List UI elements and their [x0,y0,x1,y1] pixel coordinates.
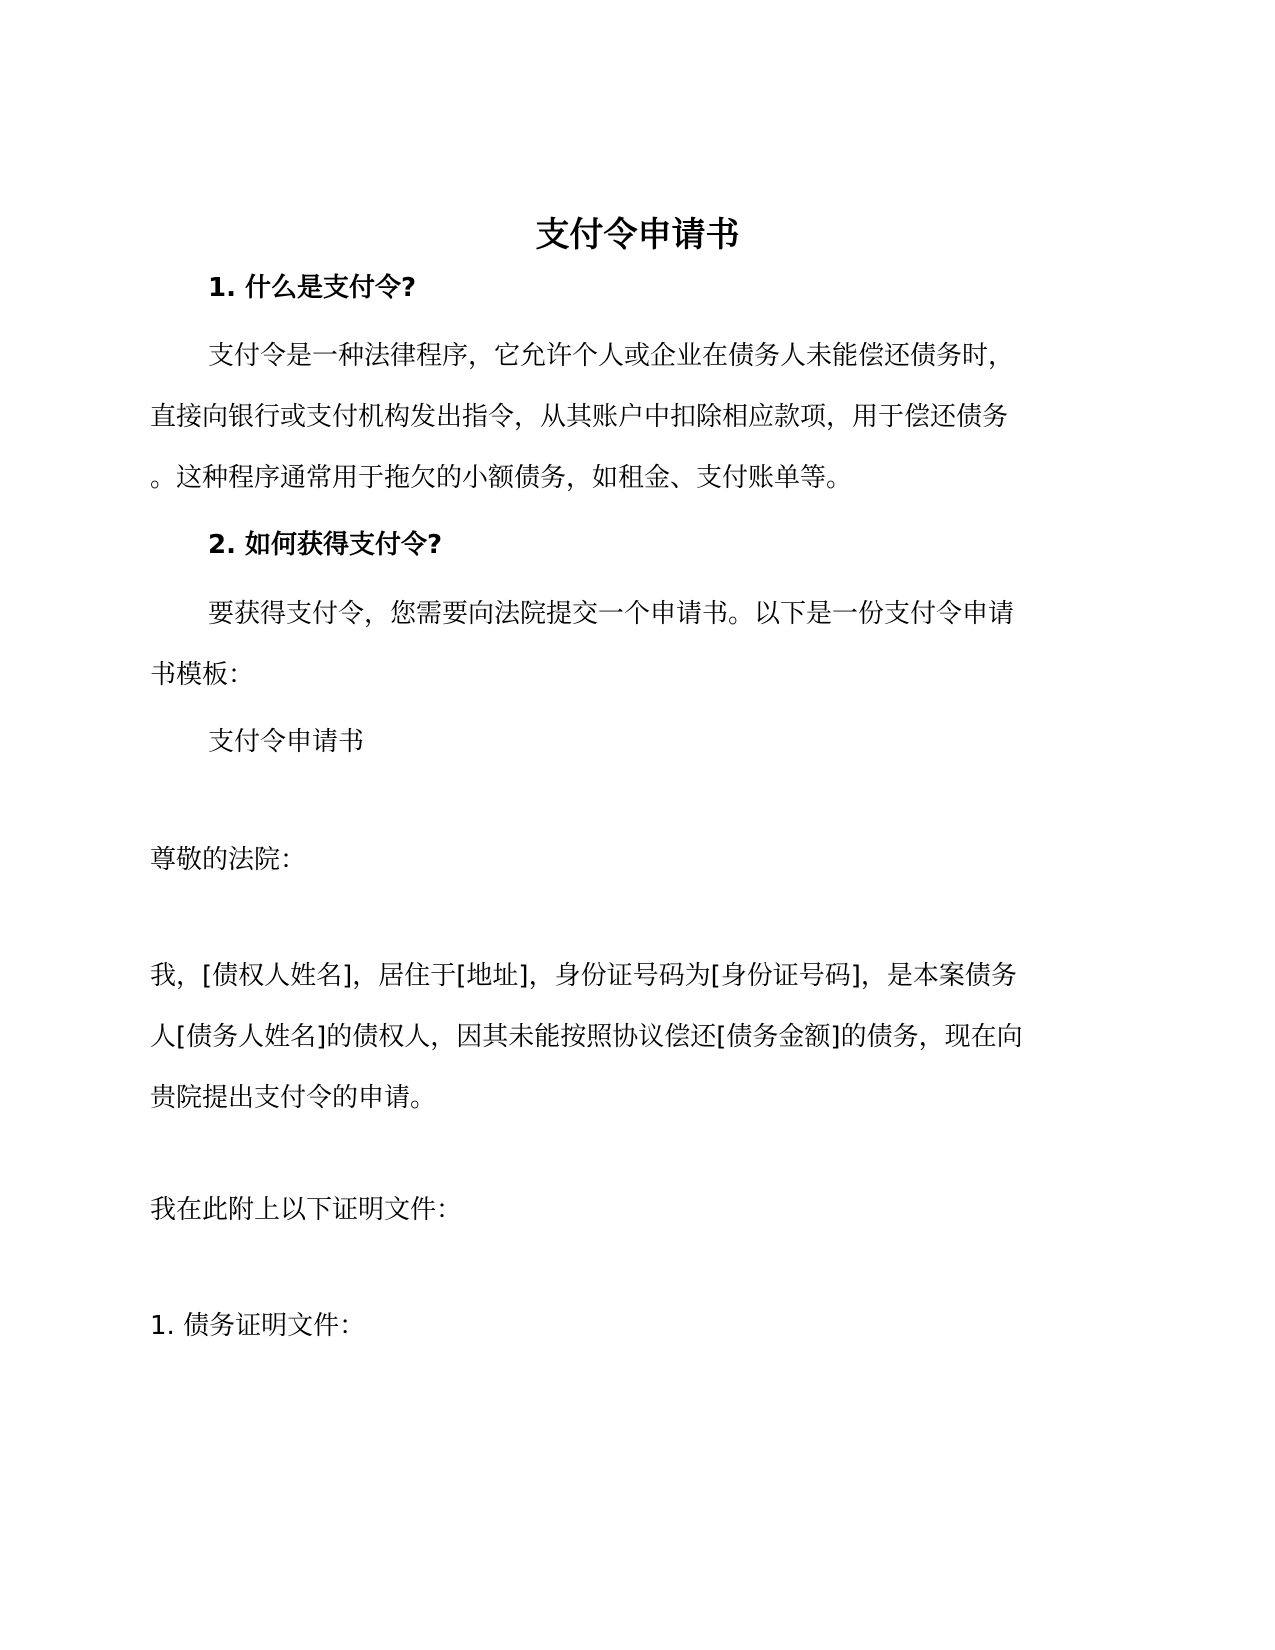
section-1-paragraph [150,326,1130,509]
section-2-line-2: 书模板： [150,660,255,690]
section-1-line-1: 支付令是一种法律程序，它允许个人或企业在债务人未能偿还债务时， [208,341,1015,371]
attachment-item-1: 1. 债务证明文件： [150,1311,366,1341]
section-1-heading: 1. 什么是支付令? [208,273,417,303]
template-body [150,946,1130,1129]
template-body-line-1: 我，[债权人姓名]，居住于[地址]，身份证号码为[身份证号码]，是本案债务 [150,961,1017,991]
document-title: 支付令申请书 [535,215,740,255]
section-1-line-2: 直接向银行或支付机构发出指令，从其账户中扣除相应款项，用于偿还债务 [150,402,1009,432]
section-1-line-3: 。这种程序通常用于拖欠的小额债务，如租金、支付账单等。 [150,463,853,493]
template-title: 支付令申请书 [208,727,365,757]
template-body-line-2: 人[债务人姓名]的债权人，因其未能按照协议偿还[债务金额]的债务，现在向 [150,1022,1023,1052]
section-2-paragraph [150,584,1130,706]
section-2-heading: 2. 如何获得支付令? [208,530,443,560]
section-2-line-1: 要获得支付令，您需要向法院提交一个申请书。以下是一份支付令申请 [208,599,1015,629]
template-salutation: 尊敬的法院： [150,845,307,875]
template-body-line-3: 贵院提出支付令的申请。 [150,1083,437,1113]
attachments-intro: 我在此附上以下证明文件： [150,1195,463,1225]
